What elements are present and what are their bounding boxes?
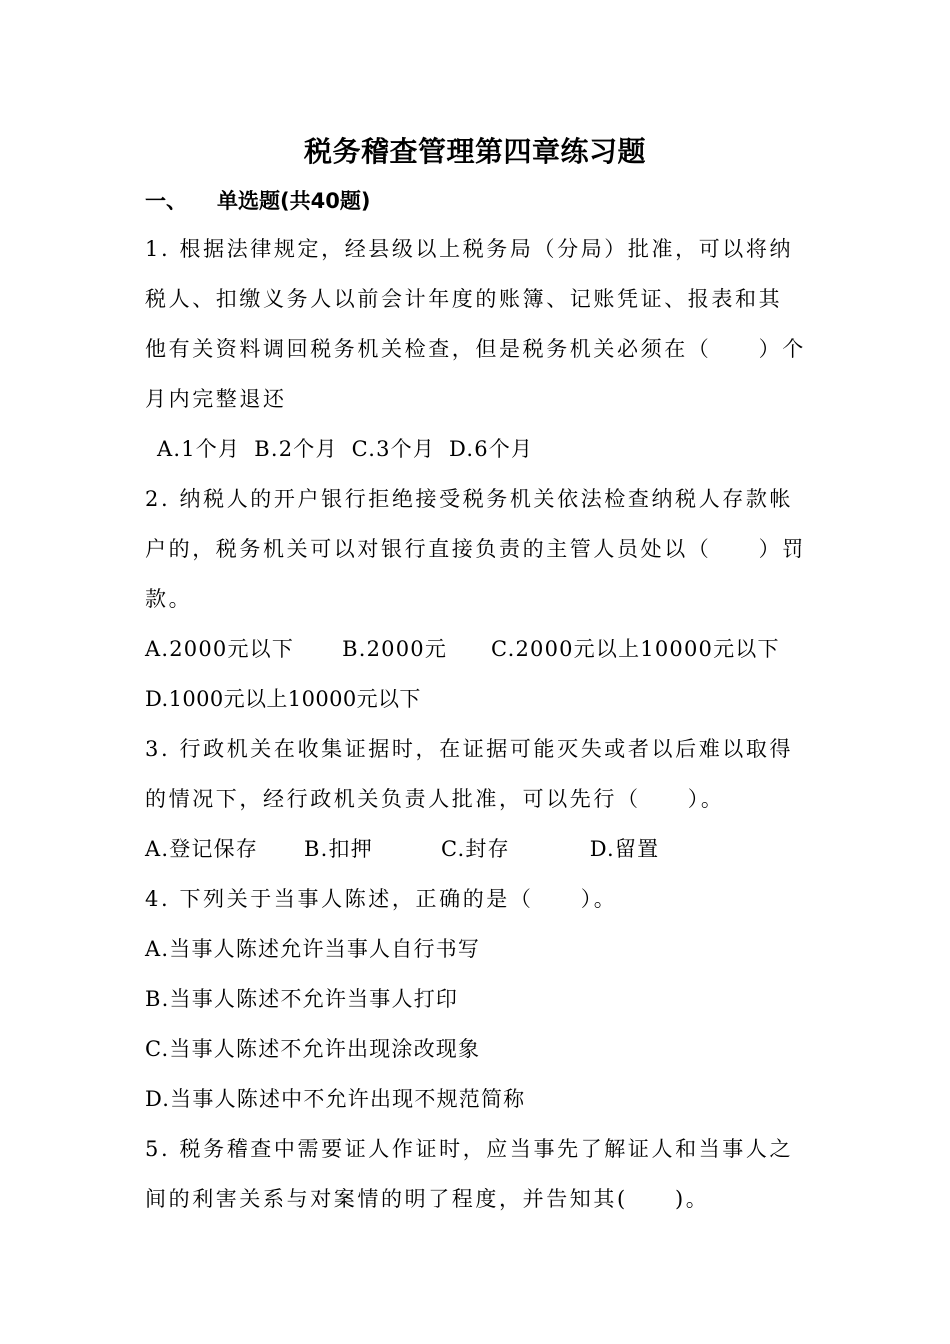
question-3-option-d: D.留置 (589, 837, 660, 861)
question-4-option-c-row (145, 1032, 810, 1066)
question-3-line-1: 3. 行政机关在收集证据时，在证据可能灭失或者以后难以取得 (145, 737, 794, 761)
question-3-option-b: B.扣押 (304, 837, 373, 861)
question-4-option-d: D.当事人陈述中不允许出现不规范简称 (145, 1087, 526, 1111)
question-5-line-1: 5. 税务稽查中需要证人作证时，应当事先了解证人和当事人之 (145, 1137, 794, 1161)
question-1-options (145, 432, 822, 466)
question-2-option-d: D.1000元以上10000元以下 (145, 687, 421, 711)
section-label: 单选题(共40题) (217, 189, 371, 213)
question-2-option-c: C.2000元以上10000元以下 (491, 637, 780, 661)
question-3-line-2: 的情况下，经行政机关负责人批准，可以先行（ ）。 (145, 787, 725, 811)
question-1-line-4: 月内完整退还 (145, 387, 287, 411)
question-1-line-2: 税人、扣缴义务人以前会计年度的账簿、记账凭证、报表和其 (145, 287, 783, 311)
section-number: 一、 (145, 189, 187, 213)
question-4-option-c: C.当事人陈述不允许出现涂改现象 (145, 1037, 481, 1061)
question-3-option-c: C.封存 (440, 837, 510, 861)
question-4-line-1: 4. 下列关于当事人陈述，正确的是（ ）。 (145, 887, 618, 911)
question-1-option-c: C.3个月 (351, 437, 436, 461)
question-4-option-a: A.当事人陈述允许当事人自行书写 (145, 937, 481, 961)
question-2-line-2: 户的，税务机关可以对银行直接负责的主管人员处以（ ）罚 (145, 537, 806, 561)
question-1-line-1: 1. 根据法律规定，经县级以上税务局（分局）批准，可以将纳 (145, 237, 794, 261)
question-2-option-a: A.2000元以下 (145, 637, 295, 661)
question-1-option-d: D.6个月 (449, 437, 534, 461)
question-2-line-1: 2. 纳税人的开户银行拒绝接受税务机关依法检查纳税人存款帐 (145, 487, 794, 511)
question-5-line-2: 间的利害关系与对案情的明了程度，并告知其( )。 (145, 1187, 710, 1211)
question-4-option-d-row (145, 1082, 810, 1116)
question-2-options-row-2 (145, 682, 810, 716)
question-3-options (145, 832, 810, 866)
question-1-option-b: B.2个月 (254, 437, 338, 461)
question-1-line-3: 他有关资料调回税务机关检查，但是税务机关必须在（ ）个 (145, 337, 806, 361)
question-2-option-b: B.2000元 (342, 637, 448, 661)
question-1-option-a: A.1个月 (157, 437, 241, 461)
section-heading (145, 184, 370, 218)
question-2-options-row-1 (145, 632, 810, 666)
question-3-option-a: A.登记保存 (145, 837, 259, 861)
question-4-option-b-row (145, 982, 810, 1016)
page-title: 税务稽查管理第四章练习题 (303, 135, 646, 168)
question-4-option-b: B.当事人陈述不允许当事人打印 (145, 987, 459, 1011)
question-2-line-3: 款。 (145, 587, 193, 611)
question-4-option-a-row (145, 932, 810, 966)
